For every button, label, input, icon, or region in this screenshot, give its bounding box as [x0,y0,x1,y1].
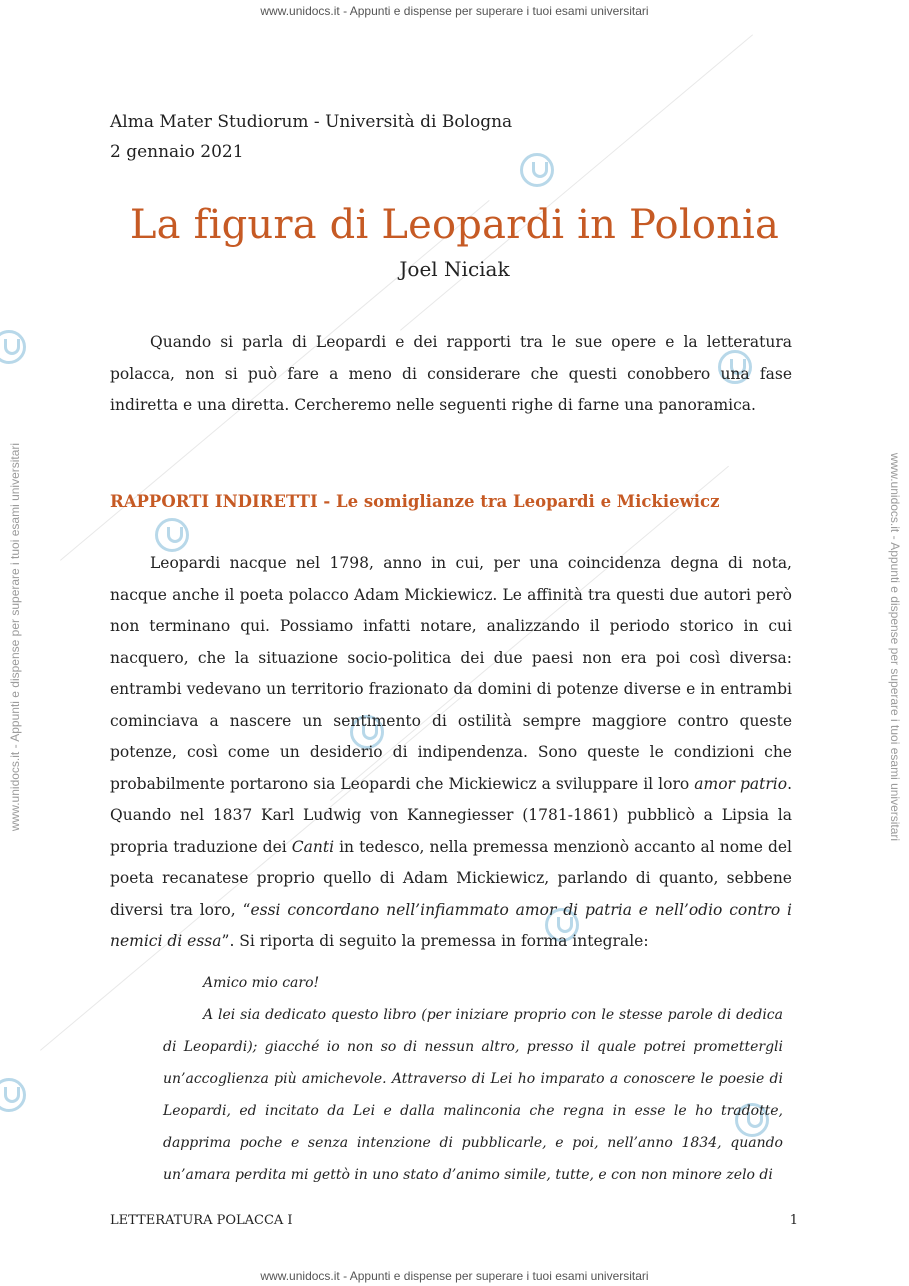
intro-paragraph [110,327,792,422]
quoted-letter [163,967,783,1191]
body-text-d: ”. Si riporta di seguito la premessa in forma integrale: [221,932,649,950]
document-date: 2 gennaio 2021 [110,142,244,162]
watermark-left: www.unidocs.it - Appunti e dispense per superare i tuoi esami universitari [8,442,22,832]
document-title: La figura di Leopardi in Polonia [129,202,780,248]
document-author: Joel Niciak [399,257,510,281]
body-emphasis-canti: Canti [291,837,335,856]
letter-salutation: Amico mio caro! [203,975,320,991]
letter-body: A lei sia dedicato questo libro (per iniziare proprio con le stesse parole di dedica di Leopardi); giacché io non so di nessun altro, presso il quale potrei promettergli un’accoglienza più amichevole. Attraverso di Lei ho imparato a conoscere le poesie di Leopardi, ed incitato da Lei e dalla malinconia che regna in esse le ho tradotte, dapprima poche e senza intenzione di pubblicarle, e poi, nell’anno 1834, quando un’amara perdita mi gettò in uno stato d’animo simile, tutte, e con non minore zelo di [163,1007,783,1183]
body-emphasis-amor: amor patrio [694,774,788,793]
body-text-b: . Quando nel 1837 Karl Ludwig von Kannegiesser (1781-1861) pubblicò a Lipsia la propria traduzione dei [110,774,792,856]
section-heading: RAPPORTI INDIRETTI - Le somiglianze tra Leopardi e Mickiewicz [110,492,720,511]
institution: Alma Mater Studiorum - Università di Bologna [110,112,513,132]
watermark-bottom: www.unidocs.it - Appunti e dispense per superare i tuoi esami universitari [260,1269,649,1283]
body-text-c: in tedesco, nella premessa menzionò accanto al nome del poeta recanatese proprio quello di Adam Mickiewicz, parlando di quanto, sebbene diversi tra loro, “ [110,837,792,919]
body-text-a: Leopardi nacque nel 1798, anno in cui, per una coincidenza degna di nota, nacque anche il poeta polacco Adam Mickiewicz. Le affinità tra questi due autori però non terminano qui. Possiamo infatti notare, analizzando il periodo storico in cui nacquero, che la situazione socio-politica dei due paesi non era poi così diversa: entrambi vedevano un territorio frazionato da domini di potenze diverse e in entrambi cominciava a nascere un sentimento di ostilità sempre maggiore contro queste potenze, così come un desiderio di indipendenza. Sono queste le condizioni che probabilmente portarono sia Leopardi che Mickiewicz a sviluppare il loro [110,554,792,793]
body-paragraph [110,548,792,958]
page-number: 1 [789,1213,798,1228]
watermark-top: www.unidocs.it - Appunti e dispense per superare i tuoi esami universitari [260,4,649,18]
footer-course: LETTERATURA POLACCA I [110,1213,293,1228]
intro-text: Quando si parla di Leopardi e dei rapporti tra le sue opere e la letteratura polacca, non si può fare a meno di considerare che questi conobbero una fase indiretta e una diretta. Cercheremo nelle seguenti righe di farne una panoramica. [110,333,792,414]
body-emphasis-quote: essi concordano nell’infiammato amor di patria e nell’odio contro i nemici di essa [110,900,793,950]
watermark-right: www.unidocs.it - Appunti e dispense per superare i tuoi esami universitari [888,452,902,842]
letter-body-block [163,999,783,1191]
